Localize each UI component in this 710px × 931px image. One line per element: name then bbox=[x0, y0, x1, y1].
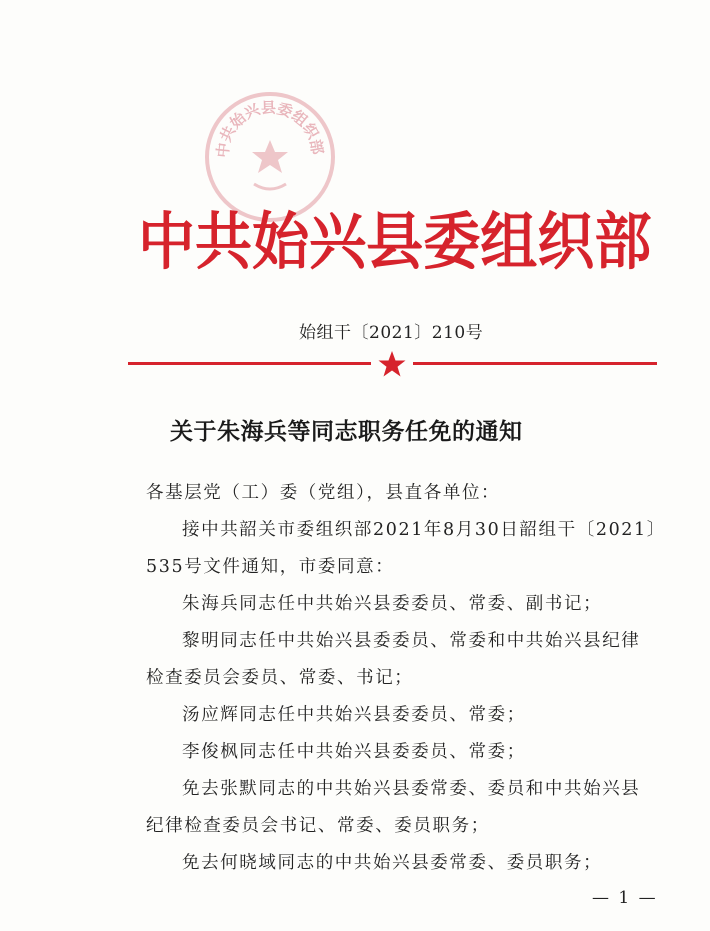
appointment-item: 汤应辉同志任中共始兴县委委员、常委； bbox=[182, 705, 526, 725]
page-number: — 1 — bbox=[592, 888, 658, 908]
issuing-organization-title: 中共始兴县委组织部 bbox=[138, 205, 652, 278]
appointment-item-continuation: 检查委员会委员、常委、书记； bbox=[146, 668, 414, 688]
seal-graphic bbox=[209, 96, 331, 218]
appointment-item: 黎明同志任中共始兴县委委员、常委和中共始兴县纪律 bbox=[182, 631, 641, 651]
red-divider-right bbox=[413, 362, 657, 365]
notice-title: 关于朱海兵等同志职务任免的通知 bbox=[170, 418, 523, 445]
document-number: 始组干〔2021〕210号 bbox=[299, 323, 484, 343]
dismissal-item: 免去何晓域同志的中共始兴县委常委、委员职务； bbox=[182, 853, 603, 873]
appointment-item: 朱海兵同志任中共始兴县委委员、常委、副书记； bbox=[182, 594, 603, 614]
body-paragraph-line: 接中共韶关市委组织部2021年8月30日韶组干〔2021〕 bbox=[182, 520, 666, 540]
appointment-item: 李俊枫同志任中共始兴县委委员、常委； bbox=[182, 742, 526, 762]
body-paragraph-line: 535号文件通知，市委同意： bbox=[146, 557, 395, 577]
salutation-line: 各基层党（工）委（党组），县直各单位： bbox=[146, 483, 501, 503]
red-divider-left bbox=[128, 362, 371, 365]
svg-text:中共始兴县委组织部: 中共始兴县委组织部 bbox=[213, 98, 327, 159]
dismissal-item: 免去张默同志的中共始兴县委常委、委员和中共始兴县 bbox=[182, 779, 641, 799]
red-star-icon bbox=[377, 350, 407, 378]
dismissal-item-continuation: 纪律检查委员会书记、常委、委员职务； bbox=[146, 816, 490, 836]
